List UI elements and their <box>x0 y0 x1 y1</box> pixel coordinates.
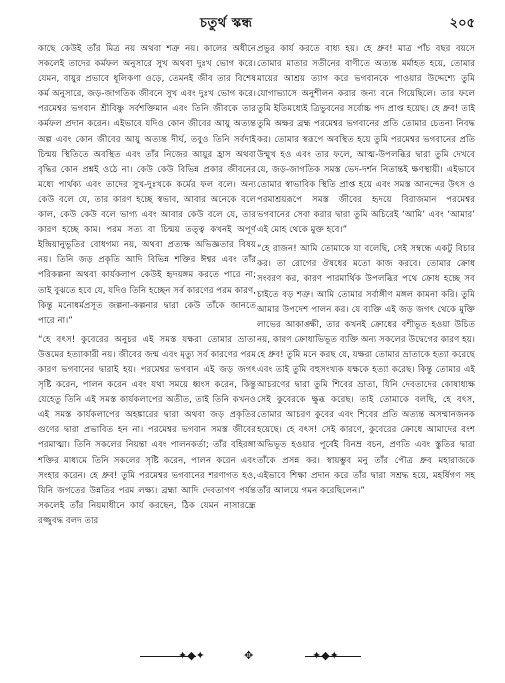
ornament-right-icon: ✦◆✦ <box>312 649 339 662</box>
paragraph: “হে রাজন! আমি তোমাকে যা বলেছি, সেই সম্বন্ধে একটু বিচার কর। তা রোগের ঔষধের মতো কাজ করবে। তোমার ক্রোধ সংবরণ কর, কারণ পারমার্থিক উপলব্ধির পথে ক্রোধ হচ্ছে সব চাইতে বড় শত্রু। আমি তোমার সর্বাঙ্গীণ মঙ্গল কামনা করি। তুমি আমার উপদেশ পালন কর। যে ব্যক্তি এই জড় জগৎ থেকে মুক্তি লাভের আকাঙ্ক্ষী, তার কখনই ক্রোধের বশীভূত হওয়া উচিত নয়, কারণ ক্রোধাভিভূত ব্যক্তি অন্য সকলের উদ্বেগের কারণ হয়। হে ধ্রুব! তুমি মনে করছ যে, যক্ষরা তোমার ভ্রাতাকে হত্যা করেছে এবং তাই তুমি বহুসংখ্যক যক্ষকে হত্যা করেছ। কিন্তু তোমার এই আচরণের দ্বারা তুমি শিবের ভ্রাতা, যিনি দেবতাদের কোষাধ্যক্ষ সেই কুবেরকে ক্ষুব্ধ করেছ। তাই তোমাকে বলছি, হে বৎস, তোমার আচরণ কুবের এবং শিবের প্রতি অত্যন্ত অসম্মানজনক হয়েছে। হে বৎস! সেই কারণে, কুবেরের ক্রোধে আমাদের বংশ অভিভূত হওয়ার পূর্বেই বিনম্র বচন, প্রণতি এবং স্তুতির দ্বারা তাঁকে প্রসন্ন কর। স্বায়ম্ভুব মনু তাঁর পৌত্র ধ্রুব মহারাজকে এইভাবে শিক্ষা প্রদান করে তাঁর দ্বারা সশ্রদ্ধ হয়ে, মহর্ষিগণ সহ তাঁর আলয়ে গমন করেছিলেন।” <box>257 244 475 496</box>
left-column <box>38 42 256 632</box>
right-column <box>257 42 475 632</box>
running-header <box>0 12 505 34</box>
paragraph: প্রভুর কার্য করতে বাধ্য হয়। হে ধ্রুব! মাত্র পাঁচ বছর বয়সে তোমার মাতার সতীনের বাণীতে অত্যন্ত মর্মাহত হয়ে, তোমার মায়ের আশ্রয় ত্যাগ করে ভগবানকে পাওয়ার উদ্দেশ্যে তুমি যোগাভ্যাসে অনুশীলন করার জন্য বনে গিয়েছিলে। তার ফলে তুমি ইতিমধ্যেই ত্রিভুবনের সর্বোচ্চ পদ প্রাপ্ত হয়েছ। হে ধ্রুব! তাই তুমি অক্ষর ব্রহ্ম পরমেশ্বর ভগবানের প্রতি তোমার চেতনা নিবদ্ধ কর। তোমার স্বরূপে অবস্থিত হয়ে তুমি পরমেশ্বর ভগবানের প্রতি উন্মুখ হও এবং তার ফলে, আত্ম-উপলব্ধির দ্বারা তুমি দেখবে যে, জড়-জাগতিক সমস্ত ভেদ-দর্শন নিতান্তই ক্ষণস্থায়ী। এইভাবে তোমার স্বাভাবিক স্থিতি প্রাপ্ত হয়ে এবং সমস্ত আনন্দের উৎস ও পরমাশ্রয়রূপে সমস্ত জীবের হৃদয়ে বিরাজমান পরমেশ্বর ভগবানের সেবা করার দ্বারা তুমি অচিরেই ‘আমি’ এবং ‘আমার’ এই মোহ থেকে মুক্ত হবে।” <box>257 44 475 236</box>
page-number: ২০৫ <box>449 16 475 31</box>
paragraph: “হে বৎস! কুবেরের অনুচর এই সমস্ত যক্ষরা তোমার ভ্রাতা উত্তমের হত্যাকারী নয়। জীবের জন্ম এবং মৃত্যু সর্ব কারণের পরম কারণ ভগবানের দ্বারাই হয়। পরমেশ্বর ভগবান এই জড় জগৎ সৃষ্টি করেন, পালন করেন এবং যথা সময়ে ধ্বংস করেন, কিন্তু যেহেতু তিনি এই সমস্ত কার্যকলাপের অতীত, তাই তিনি কখনও এই সমস্ত কার্যকলাপের অহঙ্কারের দ্বারা অথবা জড় প্রকৃতির গুণের দ্বারা প্রভাবিত হন না। পরমেশ্বর ভগবান সমস্ত জীবের পরমাত্মা। তিনি সকলের নিয়ন্তা এবং পালনকর্তা; তাঁর বহিরঙ্গা শক্তির মাধ্যমে তিনি সকলের সৃষ্টি করেন, পালন করেন এবং সংহার করেন। হে ধ্রুব! তুমি পরমেশ্বর ভগবানের শরণাগত হও, যিনি জগতের উন্নতির পরম লক্ষ্য। ব্রহ্মা আদি দেবতাগণ পর্যন্ত সকলেই তাঁর নিয়মাধীনে কার্য করছেন, ঠিক যেমন নাসারন্ধ্রে রজ্জুবদ্ধ বলদ তার <box>38 334 256 526</box>
paragraph: কাছে কেউই তাঁর মিত্র নয় অথবা শত্রু নয়। কালের অধীনে সকলেই তাদের কর্মফল অনুসারে সুখ অথবা দুঃখ ভোগ করে। যেমন, বায়ুর প্রভাবে ধূলিকণা ওড়ে, তেমনই জীব তার বিশেষ কর্ম অনুসারে, জড়-জাগতিক জীবনে সুখ এবং দুঃখ ভোগ করে। পরমেশ্বর ভগবান শ্রীবিষ্ণু সর্বশক্তিমান এবং তিনি জীবকে তার কর্মফল প্রদান করেন। এইভাবে যদিও কোন জীবের আয়ু অত্যন্ত অল্প এবং কোন জীবের আয়ু অত্যন্ত দীর্ঘ, তবুও তিনি সর্বদাই চিন্ময় স্থিতিতে অবস্থিত এবং তাঁর নিজের আয়ুর হ্রাস অথবা বৃদ্ধির কোন প্রশ্নই ওঠে না। কেউ কেউ বিভিন্ন প্রকার জীবনের মধ্যে পার্থক্য এবং তাদের সুখ-দুঃখকে কর্মের ফল বলে। অন্য কেউ বলে যে, তার কারণ হচ্ছে স্বভাব, আবার অনেকে বলে কাল, কেউ কেউ বলে ভাগ্য এবং আবার কেউ বলে যে, তার কারণ হচ্ছে কাম। পরম সত্য বা চিন্ময় তত্ত্ব কখনই অপূর্ণ ইন্দ্রিয়ানুভূতির বোধগম্য নয়, অথবা প্রত্যক্ষ অভিজ্ঞতার বিষয় নয়। তিনি জড় প্রকৃতি আদি বিভিন্ন শক্তির ঈশ্বর এবং তাঁর পরিকল্পনা অথবা কার্যকলাপ কেউই হৃদয়ঙ্গম করতে পারে না; তাই বুঝতে হবে যে, যদিও তিনি হচ্ছেন সর্ব কারণের পরম কারণ, কিন্তু মনোধর্মপ্রসূত জল্পনা-কল্পনার দ্বারা কেউ তাঁকে জানতে পারে না।” <box>38 44 256 326</box>
footer-ornament <box>0 648 505 666</box>
ornament-rule-right <box>305 656 361 657</box>
ornament-left-icon: ✦◆✦ <box>178 649 205 662</box>
ornament-center-icon: ✥ <box>244 649 254 662</box>
chapter-title: চতুর্থ স্কন্ধ <box>200 16 253 31</box>
